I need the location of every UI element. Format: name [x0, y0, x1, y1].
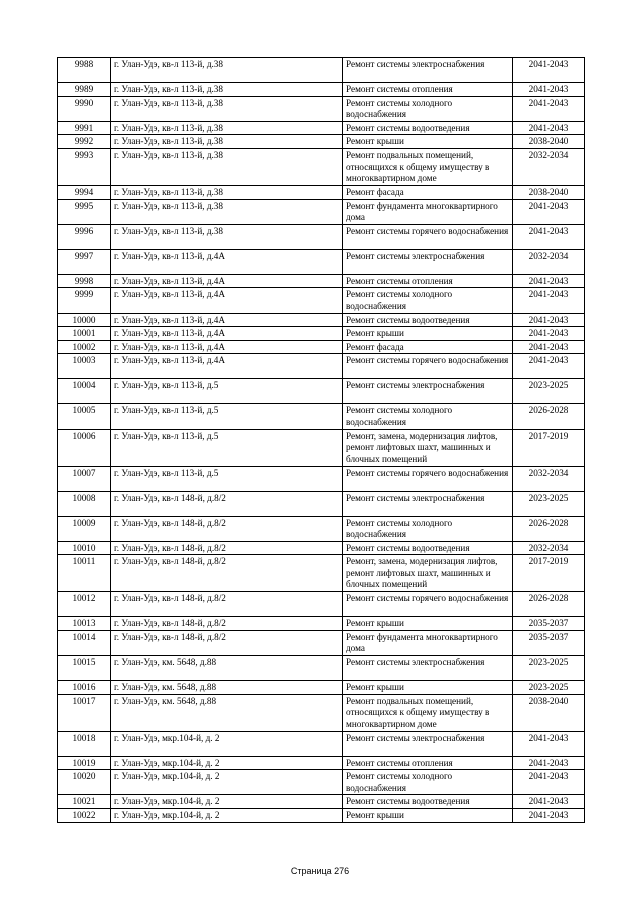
- table-row: [58, 354, 585, 379]
- row-work-type: Ремонт системы водоотведения: [343, 795, 513, 809]
- row-work-type: Ремонт системы водоотведения: [343, 121, 513, 135]
- row-years: 2023-2025: [513, 379, 585, 404]
- table-row: [58, 249, 585, 274]
- table-body: [58, 58, 585, 823]
- row-work-type: Ремонт системы электроснабжения: [343, 379, 513, 404]
- row-number: 9990: [58, 96, 111, 121]
- row-number: 10013: [58, 617, 111, 631]
- row-work-type: Ремонт системы отопления: [343, 756, 513, 770]
- table-row: [58, 340, 585, 354]
- table-row: [58, 404, 585, 429]
- row-years: 2026-2028: [513, 516, 585, 541]
- row-number: 10004: [58, 379, 111, 404]
- table-row: [58, 379, 585, 404]
- row-work-type: Ремонт фасада: [343, 340, 513, 354]
- row-number: 10014: [58, 630, 111, 655]
- row-years: 2041-2043: [513, 58, 585, 83]
- row-number: 10003: [58, 354, 111, 379]
- row-address: г. Улан-Удэ, мкр.104-й, д. 2: [111, 770, 343, 795]
- row-address: г. Улан-Удэ, кв-л 113-й, д.4А: [111, 354, 343, 379]
- row-number: 10002: [58, 340, 111, 354]
- table-row: [58, 58, 585, 83]
- table-row: [58, 809, 585, 823]
- row-number: 9997: [58, 249, 111, 274]
- table-row: [58, 224, 585, 249]
- row-years: 2041-2043: [513, 274, 585, 288]
- table-row: [58, 731, 585, 756]
- row-years: 2041-2043: [513, 224, 585, 249]
- row-number: 10012: [58, 592, 111, 617]
- row-number: 9995: [58, 199, 111, 224]
- row-work-type: Ремонт крыши: [343, 617, 513, 631]
- table-row: [58, 516, 585, 541]
- table-row: [58, 630, 585, 655]
- row-work-type: Ремонт системы отопления: [343, 83, 513, 97]
- row-work-type: Ремонт подвальных помещений, относящихся к общему имуществу в многоквартирном доме: [343, 148, 513, 185]
- row-years: 2038-2040: [513, 694, 585, 731]
- row-years: 2026-2028: [513, 592, 585, 617]
- row-years: 2035-2037: [513, 630, 585, 655]
- row-work-type: Ремонт системы электроснабжения: [343, 656, 513, 681]
- row-address: г. Улан-Удэ, кв-л 113-й, д.5: [111, 429, 343, 466]
- row-work-type: Ремонт фасада: [343, 185, 513, 199]
- table-row: [58, 199, 585, 224]
- table-row: [58, 656, 585, 681]
- row-years: 2041-2043: [513, 121, 585, 135]
- row-number: 10009: [58, 516, 111, 541]
- row-number: 10006: [58, 429, 111, 466]
- table-row: [58, 288, 585, 313]
- row-address: г. Улан-Удэ, кв-л 113-й, д.4А: [111, 288, 343, 313]
- row-years: 2023-2025: [513, 681, 585, 695]
- row-work-type: Ремонт системы водоотведения: [343, 313, 513, 327]
- row-number: 9993: [58, 148, 111, 185]
- row-work-type: Ремонт, замена, модернизация лифтов, ремонт лифтовых шахт, машинных и блочных помещений: [343, 555, 513, 592]
- row-years: 2041-2043: [513, 96, 585, 121]
- row-work-type: Ремонт подвальных помещений, относящихся к общему имуществу в многоквартирном доме: [343, 694, 513, 731]
- row-address: г. Улан-Удэ, кв-л 148-й, д.8/2: [111, 555, 343, 592]
- row-address: г. Улан-Удэ, кв-л 113-й, д.38: [111, 135, 343, 149]
- row-work-type: Ремонт крыши: [343, 681, 513, 695]
- row-years: 2032-2034: [513, 148, 585, 185]
- row-number: 9989: [58, 83, 111, 97]
- table-row: [58, 555, 585, 592]
- row-address: г. Улан-Удэ, кв-л 113-й, д.5: [111, 466, 343, 491]
- row-address: г. Улан-Удэ, кв-л 113-й, д.5: [111, 379, 343, 404]
- row-work-type: Ремонт системы электроснабжения: [343, 731, 513, 756]
- row-number: 9998: [58, 274, 111, 288]
- row-address: г. Улан-Удэ, мкр.104-й, д. 2: [111, 731, 343, 756]
- row-address: г. Улан-Удэ, кв-л 113-й, д.38: [111, 121, 343, 135]
- table-row: [58, 96, 585, 121]
- row-number: 9994: [58, 185, 111, 199]
- row-address: г. Улан-Удэ, кв-л 113-й, д.38: [111, 58, 343, 83]
- row-years: 2032-2034: [513, 249, 585, 274]
- row-number: 10010: [58, 541, 111, 555]
- row-work-type: Ремонт системы холодного водоснабжения: [343, 96, 513, 121]
- row-address: г. Улан-Удэ, мкр.104-й, д. 2: [111, 795, 343, 809]
- row-years: 2041-2043: [513, 83, 585, 97]
- row-address: г. Улан-Удэ, мкр.104-й, д. 2: [111, 756, 343, 770]
- row-work-type: Ремонт, замена, модернизация лифтов, ремонт лифтовых шахт, машинных и блочных помещений: [343, 429, 513, 466]
- row-years: 2032-2034: [513, 541, 585, 555]
- row-work-type: Ремонт системы электроснабжения: [343, 58, 513, 83]
- row-number: 10017: [58, 694, 111, 731]
- row-years: 2041-2043: [513, 327, 585, 341]
- document-page: [57, 57, 584, 823]
- row-number: 9988: [58, 58, 111, 83]
- row-work-type: Ремонт системы холодного водоснабжения: [343, 404, 513, 429]
- row-number: 10011: [58, 555, 111, 592]
- row-years: 2041-2043: [513, 199, 585, 224]
- row-years: 2023-2025: [513, 491, 585, 516]
- row-address: г. Улан-Удэ, кв-л 113-й, д.5: [111, 404, 343, 429]
- table-row: [58, 327, 585, 341]
- row-number: 10020: [58, 770, 111, 795]
- row-address: г. Улан-Удэ, кв-л 148-й, д.8/2: [111, 516, 343, 541]
- row-years: 2038-2040: [513, 135, 585, 149]
- row-address: г. Улан-Удэ, км. 5648, д.88: [111, 694, 343, 731]
- row-address: г. Улан-Удэ, кв-л 113-й, д.4А: [111, 340, 343, 354]
- row-number: 9999: [58, 288, 111, 313]
- row-address: г. Улан-Удэ, кв-л 113-й, д.38: [111, 148, 343, 185]
- row-work-type: Ремонт системы отопления: [343, 274, 513, 288]
- row-number: 10001: [58, 327, 111, 341]
- row-years: 2032-2034: [513, 466, 585, 491]
- row-number: 10008: [58, 491, 111, 516]
- table-row: [58, 617, 585, 631]
- row-years: 2017-2019: [513, 555, 585, 592]
- row-number: 10000: [58, 313, 111, 327]
- row-work-type: Ремонт крыши: [343, 135, 513, 149]
- row-years: 2041-2043: [513, 770, 585, 795]
- row-work-type: Ремонт системы водоотведения: [343, 541, 513, 555]
- row-number: 10022: [58, 809, 111, 823]
- row-number: 10021: [58, 795, 111, 809]
- row-work-type: Ремонт системы электроснабжения: [343, 249, 513, 274]
- row-number: 10018: [58, 731, 111, 756]
- row-address: г. Улан-Удэ, кв-л 113-й, д.4А: [111, 327, 343, 341]
- row-address: г. Улан-Удэ, кв-л 113-й, д.4А: [111, 274, 343, 288]
- table-row: [58, 313, 585, 327]
- table-row: [58, 135, 585, 149]
- row-years: 2023-2025: [513, 656, 585, 681]
- row-work-type: Ремонт системы горячего водоснабжения: [343, 466, 513, 491]
- row-work-type: Ремонт системы холодного водоснабжения: [343, 516, 513, 541]
- repair-schedule-table: [57, 57, 585, 823]
- table-row: [58, 694, 585, 731]
- row-address: г. Улан-Удэ, кв-л 113-й, д.38: [111, 83, 343, 97]
- table-row: [58, 756, 585, 770]
- page-number: Страница 276: [290, 866, 350, 876]
- table-row: [58, 541, 585, 555]
- table-row: [58, 429, 585, 466]
- table-row: [58, 148, 585, 185]
- row-number: 10005: [58, 404, 111, 429]
- row-work-type: Ремонт системы холодного водоснабжения: [343, 770, 513, 795]
- table-row: [58, 770, 585, 795]
- row-work-type: Ремонт крыши: [343, 327, 513, 341]
- row-work-type: Ремонт системы холодного водоснабжения: [343, 288, 513, 313]
- row-number: 10016: [58, 681, 111, 695]
- row-address: г. Улан-Удэ, кв-л 113-й, д.4А: [111, 249, 343, 274]
- row-address: г. Улан-Удэ, кв-л 148-й, д.8/2: [111, 491, 343, 516]
- row-years: 2041-2043: [513, 354, 585, 379]
- row-address: г. Улан-Удэ, кв-л 113-й, д.4А: [111, 313, 343, 327]
- row-years: 2026-2028: [513, 404, 585, 429]
- row-work-type: Ремонт системы электроснабжения: [343, 491, 513, 516]
- row-address: г. Улан-Удэ, км. 5648, д.88: [111, 656, 343, 681]
- table-row: [58, 491, 585, 516]
- row-number: 10019: [58, 756, 111, 770]
- row-address: г. Улан-Удэ, кв-л 113-й, д.38: [111, 199, 343, 224]
- row-address: г. Улан-Удэ, кв-л 113-й, д.38: [111, 224, 343, 249]
- row-years: 2035-2037: [513, 617, 585, 631]
- row-number: 9996: [58, 224, 111, 249]
- row-work-type: Ремонт системы горячего водоснабжения: [343, 224, 513, 249]
- row-number: 10007: [58, 466, 111, 491]
- row-number: 10015: [58, 656, 111, 681]
- table-row: [58, 185, 585, 199]
- row-years: 2041-2043: [513, 795, 585, 809]
- row-work-type: Ремонт фундамента многоквартирного дома: [343, 630, 513, 655]
- row-years: 2038-2040: [513, 185, 585, 199]
- table-row: [58, 83, 585, 97]
- row-years: 2017-2019: [513, 429, 585, 466]
- row-years: 2041-2043: [513, 809, 585, 823]
- row-address: г. Улан-Удэ, кв-л 148-й, д.8/2: [111, 592, 343, 617]
- table-row: [58, 795, 585, 809]
- row-work-type: Ремонт системы горячего водоснабжения: [343, 592, 513, 617]
- table-row: [58, 121, 585, 135]
- table-row: [58, 466, 585, 491]
- row-years: 2041-2043: [513, 756, 585, 770]
- table-row: [58, 681, 585, 695]
- row-address: г. Улан-Удэ, кв-л 148-й, д.8/2: [111, 541, 343, 555]
- row-address: г. Улан-Удэ, мкр.104-й, д. 2: [111, 809, 343, 823]
- row-years: 2041-2043: [513, 288, 585, 313]
- row-address: г. Улан-Удэ, км. 5648, д.88: [111, 681, 343, 695]
- table-row: [58, 274, 585, 288]
- row-number: 9991: [58, 121, 111, 135]
- row-address: г. Улан-Удэ, кв-л 148-й, д.8/2: [111, 617, 343, 631]
- table-row: [58, 592, 585, 617]
- row-work-type: Ремонт крыши: [343, 809, 513, 823]
- row-address: г. Улан-Удэ, кв-л 113-й, д.38: [111, 185, 343, 199]
- row-address: г. Улан-Удэ, кв-л 148-й, д.8/2: [111, 630, 343, 655]
- row-number: 9992: [58, 135, 111, 149]
- row-work-type: Ремонт системы горячего водоснабжения: [343, 354, 513, 379]
- row-years: 2041-2043: [513, 340, 585, 354]
- row-work-type: Ремонт фундамента многоквартирного дома: [343, 199, 513, 224]
- row-years: 2041-2043: [513, 313, 585, 327]
- row-years: 2041-2043: [513, 731, 585, 756]
- row-address: г. Улан-Удэ, кв-л 113-й, д.38: [111, 96, 343, 121]
